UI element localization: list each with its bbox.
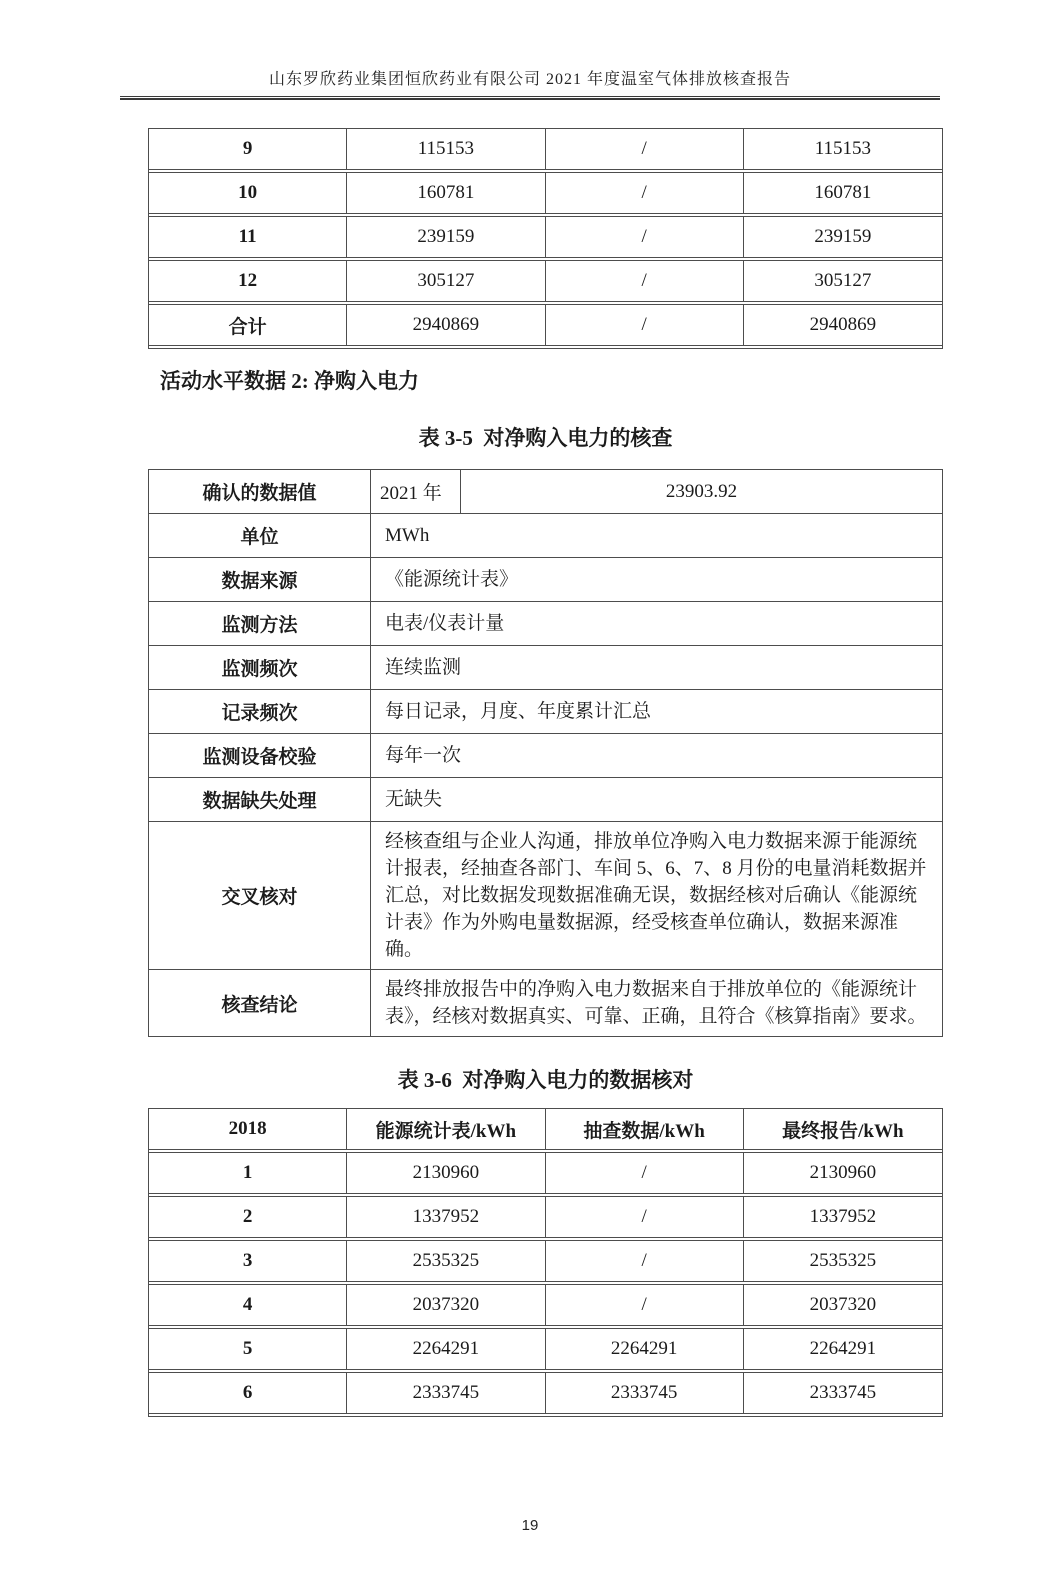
sampled-value-cell: / — [546, 129, 744, 169]
table-row — [149, 1153, 942, 1197]
confirmed-value-cell: 23903.92 — [665, 480, 738, 502]
header-sampled-data: 抽查数据/kWh — [546, 1109, 744, 1149]
row-value: 每年一次 — [385, 745, 462, 766]
row-label: 监测方法 — [149, 602, 371, 645]
row-value: MWh — [385, 525, 430, 546]
month-cell: 3 — [149, 1241, 347, 1281]
row-label: 监测频次 — [149, 646, 371, 689]
statistics-value-cell: 305127 — [347, 261, 545, 301]
table-3-6-title: 表 3-6 对净购入电力的数据核对 — [397, 1068, 694, 1092]
table-row — [149, 734, 942, 778]
row-value: 电表/仪表计量 — [385, 613, 505, 634]
table-row — [149, 261, 942, 305]
statistics-value-cell: 239159 — [347, 217, 545, 257]
final-report-value-cell: 160781 — [814, 182, 872, 203]
row-value: 最终排放报告中的净购入电力数据来自于排放单位的《能源统计表》，经核对数据真实、可靠、正确，且符合《核算指南》要求。 — [385, 979, 927, 1027]
page-header-title: 山东罗欣药业集团恒欣药业有限公司 2021 年度温室气体排放核查报告 — [268, 71, 791, 88]
header-final-report: 最终报告/kWh — [782, 1120, 904, 1142]
table-row — [149, 305, 942, 349]
year-cell: 2021 年 — [371, 470, 461, 513]
table-row — [149, 558, 942, 602]
row-label: 单位 — [149, 514, 371, 557]
statistics-value-cell: 2264291 — [347, 1329, 545, 1369]
final-report-value-cell: 1337952 — [809, 1206, 877, 1227]
table-row — [149, 822, 942, 970]
statistics-value-cell: 1337952 — [347, 1197, 545, 1237]
row-value: 无缺失 — [385, 789, 443, 810]
month-cell: 1 — [149, 1153, 347, 1193]
table-row — [149, 1197, 942, 1241]
row-value: 连续监测 — [385, 657, 462, 678]
row-label: 确认的数据值 — [149, 470, 371, 513]
table-row-confirmed-value — [149, 470, 942, 514]
table-row — [149, 970, 942, 1037]
row-label: 监测设备校验 — [149, 734, 371, 777]
page-number: 19 — [521, 1517, 539, 1534]
sampled-value-cell: / — [546, 173, 744, 213]
sampled-value-cell: / — [546, 217, 744, 257]
month-cell: 5 — [149, 1329, 347, 1369]
sampled-value-cell: / — [546, 1285, 744, 1325]
row-label: 交叉核对 — [149, 822, 371, 969]
table-3-5-net-purchased-electricity-verification — [148, 469, 943, 1037]
table-row — [149, 1373, 942, 1417]
month-cell: 12 — [149, 261, 347, 301]
row-value: 每日记录，月度、年度累计汇总 — [385, 701, 652, 722]
row-label: 核查结论 — [149, 970, 371, 1036]
statistics-value-cell: 2130960 — [347, 1153, 545, 1193]
header-energy-statistics: 能源统计表/kWh — [347, 1109, 545, 1149]
month-cell: 9 — [149, 129, 347, 169]
final-report-value-cell: 305127 — [814, 270, 872, 291]
table-3-6-net-purchased-electricity-data-check — [148, 1108, 943, 1417]
statistics-value-cell: 2940869 — [347, 305, 545, 345]
table-row — [149, 778, 942, 822]
final-report-value-cell: 2037320 — [809, 1294, 877, 1315]
statistics-value-cell: 2535325 — [347, 1241, 545, 1281]
sampled-value-cell: 2333745 — [546, 1373, 744, 1413]
table-row — [149, 1241, 942, 1285]
statistics-value-cell: 115153 — [347, 129, 545, 169]
final-report-value-cell: 115153 — [814, 138, 872, 159]
monthly-electricity-table-continuation — [148, 128, 943, 349]
row-label: 数据缺失处理 — [149, 778, 371, 821]
sampled-value-cell: / — [546, 1197, 744, 1237]
final-report-value-cell: 2130960 — [809, 1162, 877, 1183]
final-report-value-cell: 2264291 — [809, 1338, 877, 1359]
month-cell: 4 — [149, 1285, 347, 1325]
row-label: 数据来源 — [149, 558, 371, 601]
table-row — [149, 690, 942, 734]
statistics-value-cell: 160781 — [347, 173, 545, 213]
final-report-value-cell: 2940869 — [809, 314, 877, 335]
month-cell: 6 — [149, 1373, 347, 1413]
statistics-value-cell: 2037320 — [347, 1285, 545, 1325]
table-row — [149, 1329, 942, 1373]
table-header-row — [149, 1109, 942, 1153]
month-cell: 2 — [149, 1197, 347, 1237]
month-cell: 11 — [149, 217, 347, 257]
table-row — [149, 602, 942, 646]
section-heading-activity-data-2: 活动水平数据 2: 净购入电力 — [160, 369, 419, 393]
sampled-value-cell: / — [546, 1241, 744, 1281]
month-cell: 合计 — [149, 305, 347, 345]
final-report-value-cell: 2535325 — [809, 1250, 877, 1271]
sampled-value-cell: / — [546, 1153, 744, 1193]
statistics-value-cell: 2333745 — [347, 1373, 545, 1413]
table-row — [149, 129, 942, 173]
row-value: 《能源统计表》 — [385, 569, 519, 590]
table-row — [149, 173, 942, 217]
final-report-value-cell: 2333745 — [809, 1382, 877, 1403]
row-value: 经核查组与企业人沟通，排放单位净购入电力数据来源于能源统计报表，经抽查各部门、车间 5、6、7、8 月份的电量消耗数据并汇总，对比数据发现数据准确无误，数据经核对后确认《能源统计表》作为外购电量数据源，经受核查单位确认，数据来源准确。 — [385, 831, 927, 960]
month-cell: 10 — [149, 173, 347, 213]
table-3-5-title: 表 3-5 对净购入电力的核查 — [418, 426, 673, 450]
sampled-value-cell: / — [546, 261, 744, 301]
table-row — [149, 514, 942, 558]
sampled-value-cell: 2264291 — [546, 1329, 744, 1369]
final-report-value-cell: 239159 — [814, 226, 872, 247]
table-row — [149, 1285, 942, 1329]
header-year: 2018 — [149, 1109, 347, 1149]
table-row — [149, 646, 942, 690]
row-label: 记录频次 — [149, 690, 371, 733]
sampled-value-cell: / — [546, 305, 744, 345]
header-divider — [120, 96, 940, 100]
table-row — [149, 217, 942, 261]
